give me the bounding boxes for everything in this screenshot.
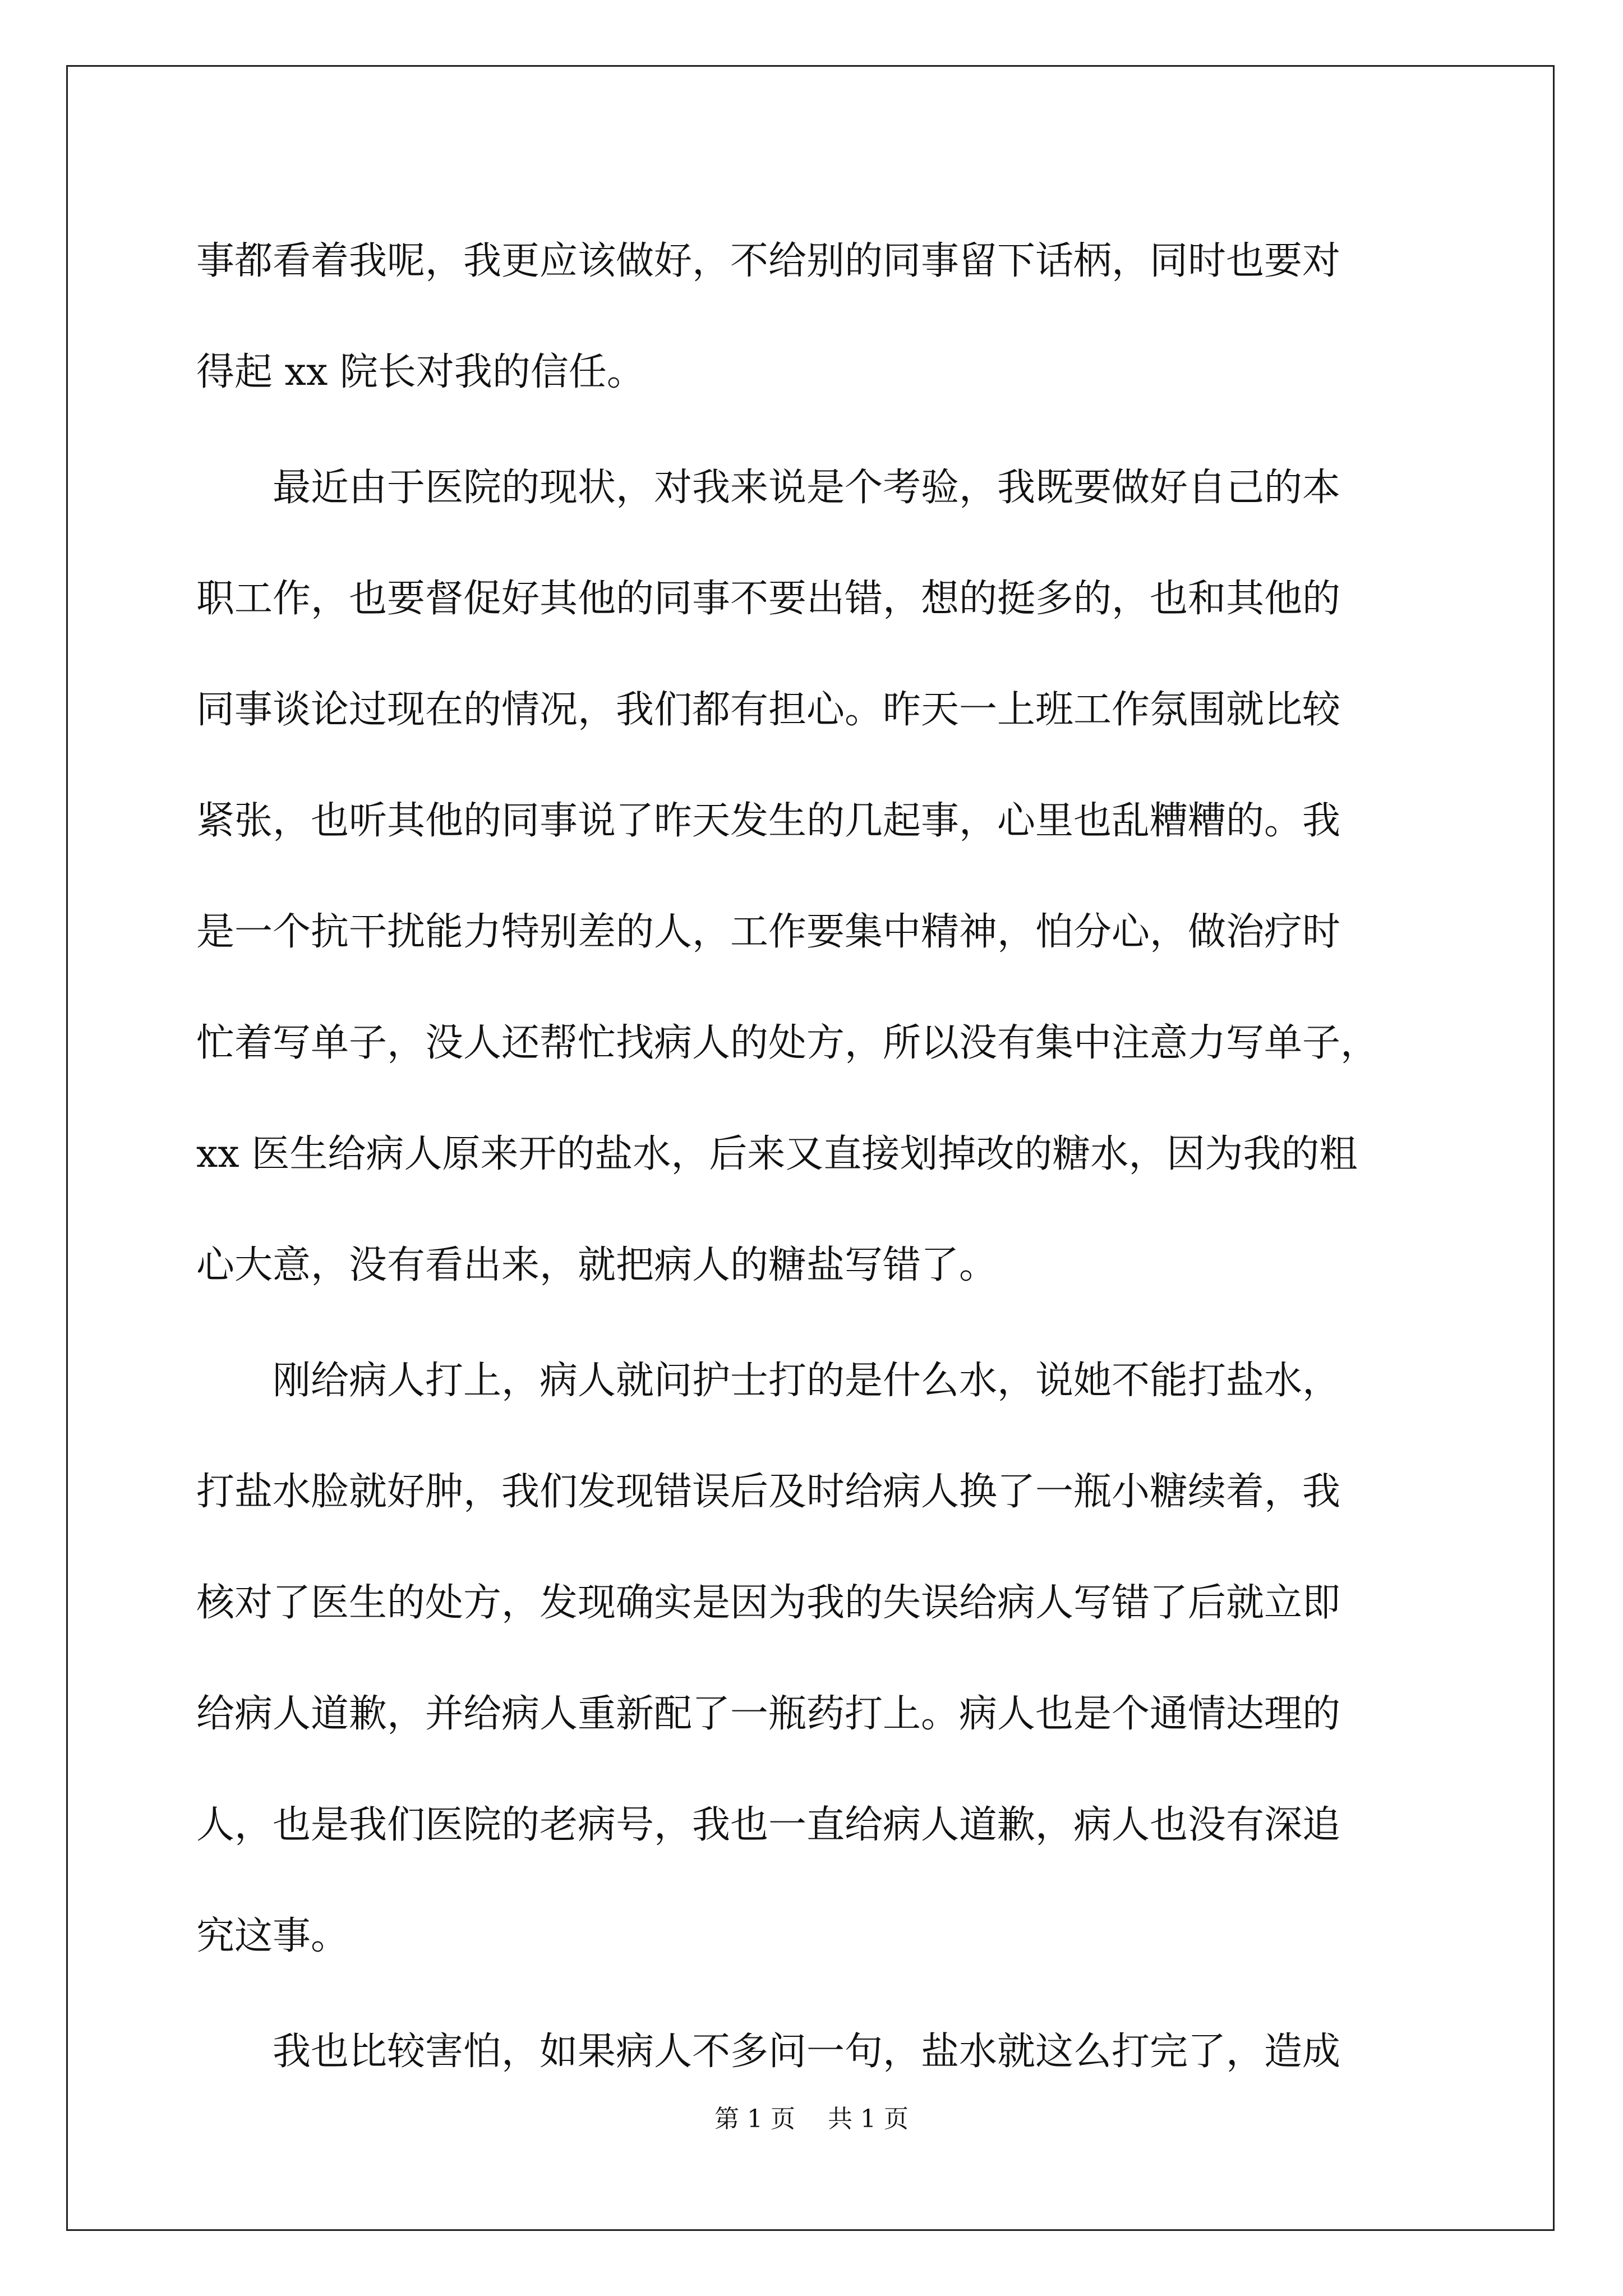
- text-line: 紧张，也听其他的同事说了昨天发生的几起事，心里也乱糟糟的。我: [196, 799, 1341, 843]
- text-line: 给病人道歉，并给病人重新配了一瓶药打上。病人也是个通情达理的: [196, 1692, 1341, 1736]
- text-line: 打盐水脸就好肿，我们发现错误后及时给病人换了一瓶小糖续着，我: [196, 1470, 1341, 1514]
- text-line: 是一个抗干扰能力特别差的人，工作要集中精神，怕分心，做治疗时: [196, 910, 1341, 954]
- text-line: 究这事。: [196, 1914, 349, 1958]
- text-line: 刚给病人打上，病人就问护士打的是什么水，说她不能打盐水，: [196, 1359, 1341, 1403]
- text-line: 职工作，也要督促好其他的同事不要出错，想的挺多的，也和其他的: [196, 577, 1341, 621]
- document-body: [196, 206, 1430, 2108]
- text-line: 我也比较害怕，如果病人不多问一句，盐水就这么打完了，造成: [196, 2030, 1341, 2074]
- text-line: xx 医生给病人原来开的盐水，后来又直接划掉改的糖水，因为我的粗: [196, 1132, 1358, 1176]
- text-line: 心大意，没有看出来，就把病人的糖盐写错了。: [196, 1243, 998, 1287]
- text-line: 忙着写单子，没人还帮忙找病人的处方，所以没有集中注意力写单子，: [196, 1021, 1379, 1065]
- text-line: 得起 xx 院长对我的信任。: [196, 350, 645, 394]
- text-line: 同事谈论过现在的情况，我们都有担心。昨天一上班工作氛围就比较: [196, 688, 1341, 732]
- page-footer: 第 1 页 共 1 页: [714, 2105, 909, 2133]
- text-line: 核对了医生的处方，发现确实是因为我的失误给病人写错了后就立即: [196, 1581, 1341, 1625]
- text-line: 事都看着我呢，我更应该做好，不给别的同事留下话柄，同时也要对: [196, 239, 1341, 283]
- text-line: 人，也是我们医院的老病号，我也一直给病人道歉，病人也没有深追: [196, 1803, 1341, 1847]
- text-line: 最近由于医院的现状，对我来说是个考验，我既要做好自己的本: [196, 466, 1341, 510]
